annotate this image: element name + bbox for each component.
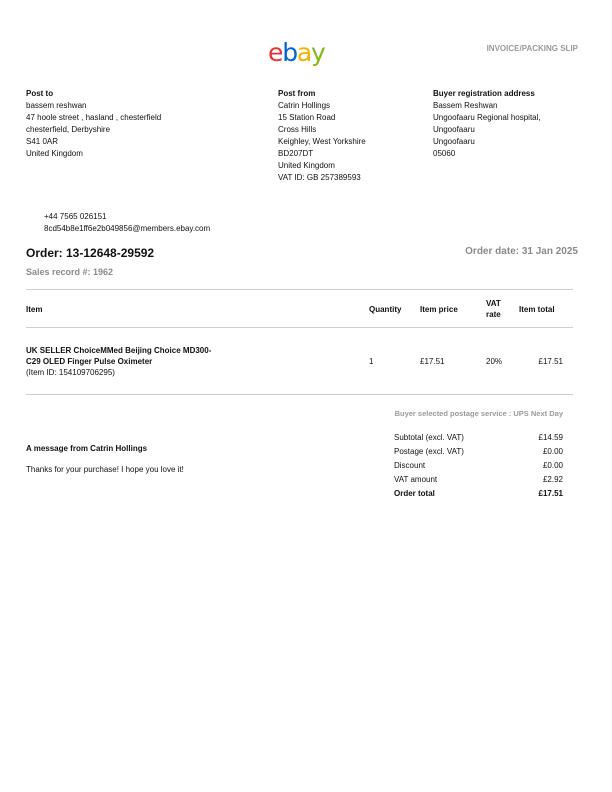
post-to-line: chesterfield, Derbyshire bbox=[26, 125, 111, 134]
post-to-line: bassem reshwan bbox=[26, 101, 87, 110]
item-title-line: UK SELLER ChoiceMMed Beijing Choice MD300- bbox=[26, 346, 212, 355]
post-to-heading: Post to bbox=[26, 89, 54, 98]
column-header-item-price: Item price bbox=[420, 305, 458, 314]
column-header-item-total: Item total bbox=[519, 305, 555, 314]
buyer-registration-heading: Buyer registration address bbox=[433, 89, 535, 98]
ebay-logo bbox=[268, 40, 325, 65]
document-type: INVOICE/PACKING SLIP bbox=[486, 44, 578, 53]
seller-message-heading: A message from Catrin Hollings bbox=[26, 444, 148, 453]
postage-service: Buyer selected postage service : UPS Next Day bbox=[394, 409, 563, 418]
buyer-registration-block bbox=[433, 88, 583, 160]
post-to-line: 47 hoole street , hasland , chesterfield bbox=[26, 113, 162, 122]
column-header-quantity: Quantity bbox=[369, 305, 402, 314]
item-id: (Item ID: 154109706295) bbox=[26, 368, 115, 377]
subtotal-label: Subtotal (excl. VAT) bbox=[394, 433, 464, 442]
table-header-divider bbox=[26, 327, 573, 328]
buyer-registration-line: 05060 bbox=[433, 149, 456, 158]
table-top-divider bbox=[26, 289, 573, 290]
item-total: £17.51 bbox=[538, 357, 563, 366]
discount-value: £0.00 bbox=[542, 461, 563, 470]
post-from-line: BD207DT bbox=[278, 149, 314, 158]
buyer-registration-line: Ungoofaaru Regional hospital, bbox=[433, 113, 541, 122]
buyer-registration-line: Ungoofaaru bbox=[433, 125, 475, 134]
post-from-heading: Post from bbox=[278, 89, 316, 98]
order-date: Order date: 31 Jan 2025 bbox=[465, 246, 578, 257]
sales-record: Sales record #: 1962 bbox=[26, 267, 114, 277]
buyer-registration-line: Ungoofaaru bbox=[433, 137, 475, 146]
buyer-contact bbox=[44, 211, 210, 235]
vat-amount-label: VAT amount bbox=[394, 475, 438, 484]
logo-letter: e bbox=[268, 38, 283, 67]
item-price: £17.51 bbox=[420, 357, 445, 366]
buyer-phone: +44 7565 026151 bbox=[44, 212, 107, 221]
table-row-item bbox=[26, 345, 356, 378]
post-from-block bbox=[278, 88, 428, 184]
postage-label: Postage (excl. VAT) bbox=[394, 447, 464, 456]
seller-message-body: Thanks for your purchase! I hope you love it! bbox=[26, 465, 184, 474]
column-header-vat-rate bbox=[486, 298, 501, 320]
post-to-line: United Kingdom bbox=[26, 149, 83, 158]
order-number: Order: 13-12648-29592 bbox=[26, 246, 155, 260]
post-from-line: 15 Station Road bbox=[278, 113, 336, 122]
postage-value: £0.00 bbox=[542, 447, 563, 456]
post-to-line: S41 0AR bbox=[26, 137, 59, 146]
buyer-email: 8cd54b8e1ff6e2b049856@members.ebay.com bbox=[44, 224, 211, 233]
item-title-line: C29 OLED Finger Pulse Oximeter bbox=[26, 357, 153, 366]
buyer-registration-line: Bassem Reshwan bbox=[433, 101, 498, 110]
post-from-line: Catrin Hollings bbox=[278, 101, 331, 110]
vat-header-line: VAT bbox=[486, 299, 501, 308]
vat-header-line: rate bbox=[486, 310, 501, 319]
logo-letter: b bbox=[282, 38, 297, 67]
column-header-item: Item bbox=[26, 305, 43, 314]
logo-letter: a bbox=[296, 38, 311, 67]
post-to-block bbox=[26, 88, 256, 160]
order-total-value: £17.51 bbox=[538, 489, 563, 498]
subtotal-value: £14.59 bbox=[538, 433, 563, 442]
item-quantity: 1 bbox=[369, 357, 374, 366]
logo-letter: y bbox=[310, 38, 325, 67]
vat-amount-value: £2.92 bbox=[542, 475, 563, 484]
item-vat-rate: 20% bbox=[486, 357, 503, 366]
post-from-line: Cross Hills bbox=[278, 125, 317, 134]
post-from-line: United Kingdom bbox=[278, 161, 335, 170]
order-total-label: Order total bbox=[394, 489, 435, 498]
discount-label: Discount bbox=[394, 461, 426, 470]
table-bottom-divider bbox=[26, 394, 573, 395]
post-from-line: Keighley, West Yorkshire bbox=[278, 137, 366, 146]
post-from-line: VAT ID: GB 257389593 bbox=[278, 173, 361, 182]
